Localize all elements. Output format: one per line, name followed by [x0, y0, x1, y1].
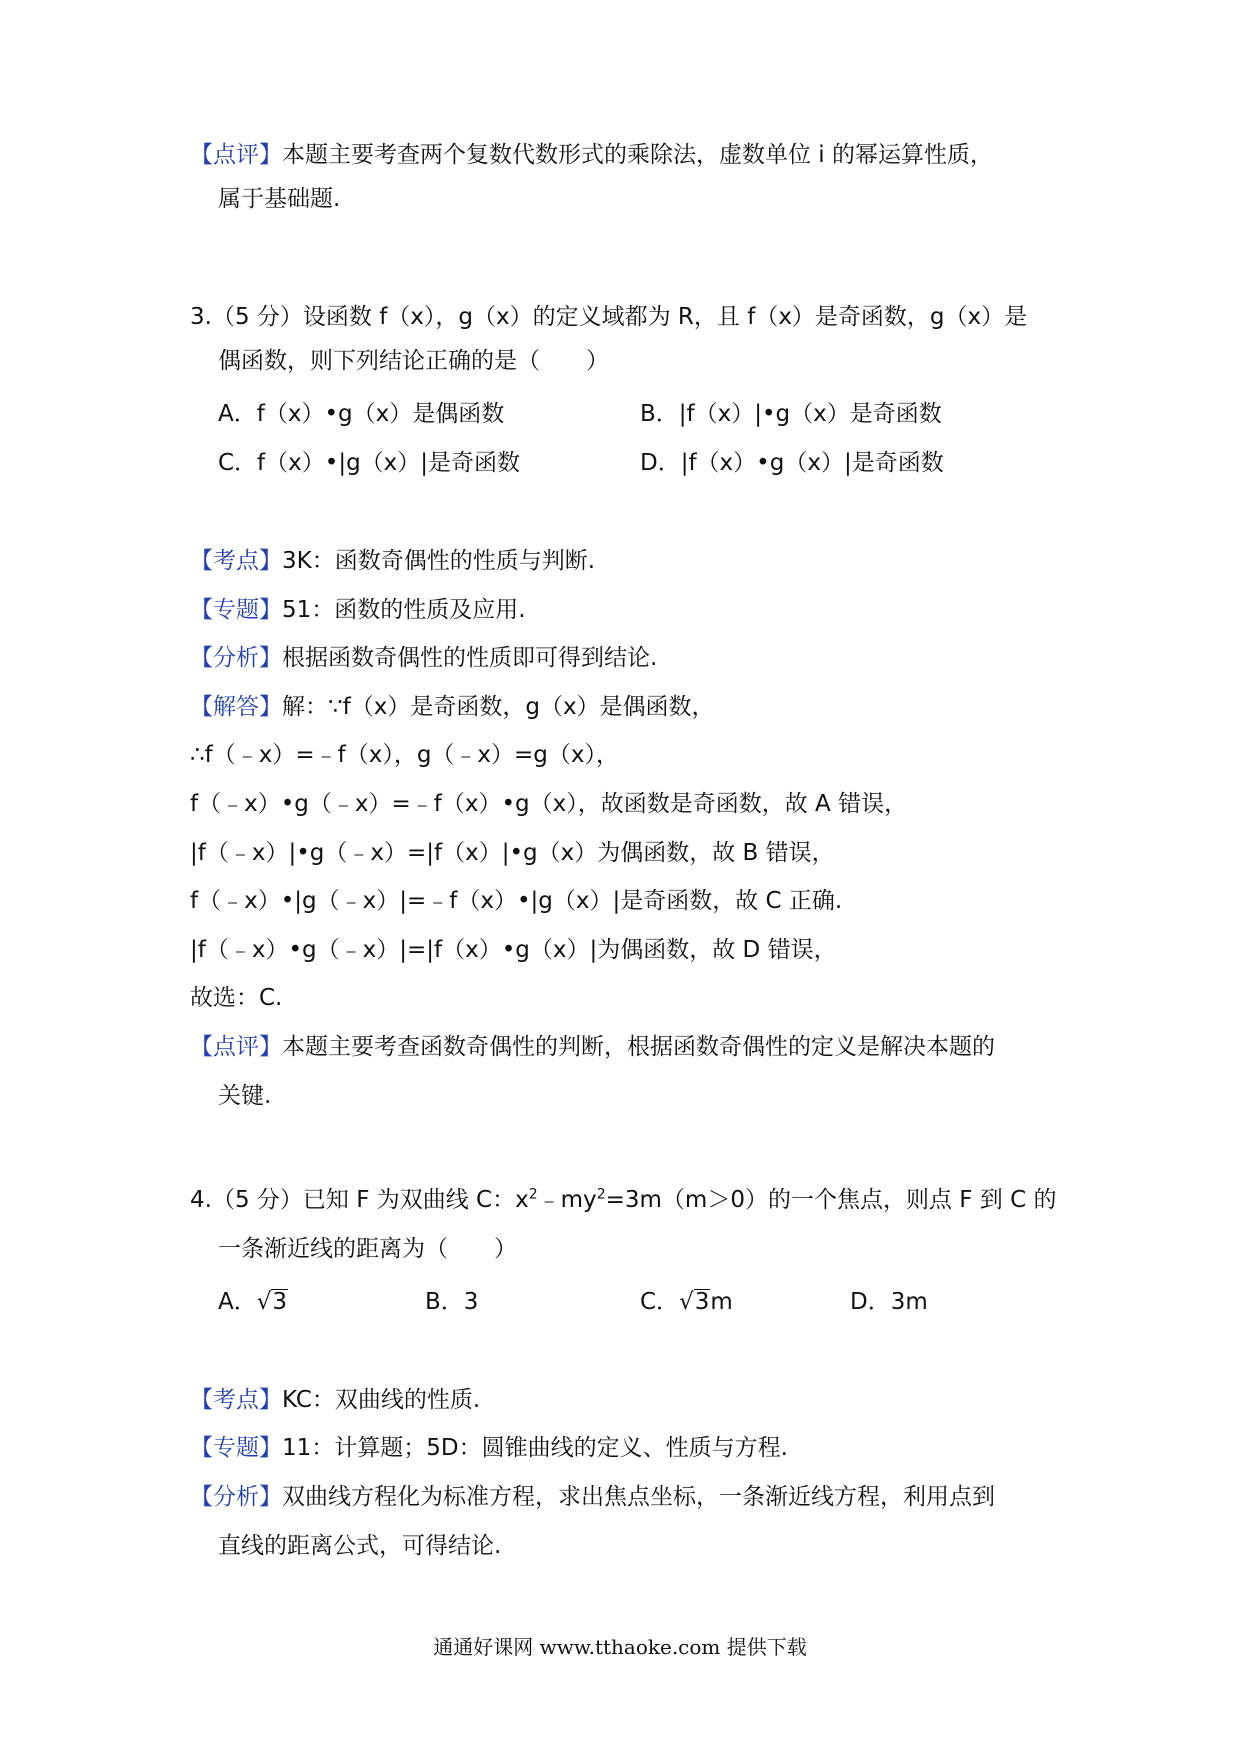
kaodian-tag: 【考点】: [190, 1387, 282, 1413]
q3-step-2: f（﹣x）•g（﹣x）=﹣f（x）•g（x），故函数是奇函数，故 A 错误，: [190, 791, 908, 817]
sqrt-icon: √: [679, 1289, 694, 1315]
q4-exponent-1: 2: [528, 1186, 538, 1203]
q3-step-4: f（﹣x）•|g（﹣x）|=﹣f（x）•|g（x）|是奇函数，故 C 正确.: [190, 888, 843, 914]
q4-option-c-radicand: 3: [694, 1289, 710, 1315]
q3-dianping: [190, 1032, 995, 1062]
kaodian-text: KC：双曲线的性质.: [282, 1387, 481, 1413]
q4-stem-line-2: 一条渐近线的距离为（ ）: [218, 1236, 517, 1262]
q4-kaodian: [190, 1385, 480, 1415]
q4-option-c-suffix: m: [710, 1289, 733, 1315]
dianping-tag: 【点评】: [190, 1034, 282, 1060]
dianping-text-1: 本题主要考查函数奇偶性的判断，根据函数奇偶性的定义是解决本题的: [282, 1034, 995, 1060]
q3-step-6: 故选：C.: [190, 985, 283, 1011]
q4-stem-part-a: 4.（5 分）已知 F 为双曲线 C：x: [190, 1187, 529, 1213]
jieda-text: 解：∵f（x）是奇函数，g（x）是偶函数，: [282, 694, 715, 720]
q3-step-5: |f（﹣x）•g（﹣x）|=|f（x）•g（x）|为偶函数，故 D 错误，: [190, 937, 837, 963]
q4-fenxi: [190, 1482, 995, 1512]
zhuanti-text: 51：函数的性质及应用.: [282, 597, 526, 623]
q4-stem-part-b: ﹣my: [537, 1187, 597, 1213]
q3-step-1: ∴f（﹣x）=﹣f（x），g（﹣x）=g（x），: [190, 742, 620, 768]
q3-step-3: |f（﹣x）|•g（﹣x）=|f（x）|•g（x）为偶函数，故 B 错误，: [190, 840, 835, 866]
q4-stem-line-1: [190, 1185, 1057, 1215]
comment-line-2: 属于基础题.: [218, 186, 341, 212]
q3-kaodian: [190, 546, 595, 576]
q3-option-b: B．|f（x）|•g（x）是奇函数: [640, 401, 942, 427]
q3-option-c: C．f（x）•|g（x）|是奇函数: [218, 450, 521, 476]
fenxi-text-1: 双曲线方程化为标准方程，求出焦点坐标，一条渐近线方程，利用点到: [282, 1484, 995, 1510]
comment-tag: 【点评】: [190, 142, 282, 168]
q3-stem-line-2: 偶函数，则下列结论正确的是（ ）: [218, 348, 609, 374]
fenxi-tag: 【分析】: [190, 1484, 282, 1510]
zhuanti-tag: 【专题】: [190, 1435, 282, 1461]
q4-option-c: [640, 1287, 733, 1317]
q4-option-d: D．3m: [850, 1289, 928, 1315]
q4-option-c-label: C．: [640, 1289, 680, 1315]
q4-option-b: B．3: [425, 1289, 479, 1315]
q3-stem-line-1: 3.（5 分）设函数 f（x），g（x）的定义域都为 R，且 f（x）是奇函数，g（x）是: [190, 304, 1028, 330]
q3-zhuanti: [190, 595, 526, 625]
q3-fenxi: [190, 643, 657, 673]
zhuanti-tag: 【专题】: [190, 597, 282, 623]
q4-option-a: [218, 1287, 288, 1317]
q4-stem-part-c: =3m（m＞0）的一个焦点，则点 F 到 C 的: [605, 1187, 1057, 1213]
fenxi-text: 根据函数奇偶性的性质即可得到结论.: [282, 645, 658, 671]
comment-line-1: [190, 140, 993, 170]
q3-option-d: D．|f（x）•g（x）|是奇函数: [640, 450, 944, 476]
q4-fenxi-line-2: 直线的距离公式，可得结论.: [218, 1533, 502, 1559]
q4-exponent-2: 2: [596, 1186, 606, 1203]
kaodian-text: 3K：函数奇偶性的性质与判断.: [282, 548, 596, 574]
jieda-tag: 【解答】: [190, 694, 282, 720]
kaodian-tag: 【考点】: [190, 548, 282, 574]
page-footer: 通通好课网 www.tthaoke.com 提供下载: [433, 1635, 807, 1659]
q3-option-a: A．f（x）•g（x）是偶函数: [218, 401, 505, 427]
zhuanti-text: 11：计算题；5D：圆锥曲线的定义、性质与方程.: [282, 1435, 788, 1461]
q3-jieda: [190, 692, 715, 722]
comment-text-1: 本题主要考查两个复数代数形式的乘除法，虚数单位 i 的幂运算性质，: [282, 142, 994, 168]
q3-dianping-line-2: 关键.: [218, 1083, 272, 1109]
q4-option-a-label: A．: [218, 1289, 257, 1315]
fenxi-tag: 【分析】: [190, 645, 282, 671]
q4-zhuanti: [190, 1433, 788, 1463]
q4-option-a-radicand: 3: [272, 1289, 288, 1315]
sqrt-icon: √: [256, 1289, 272, 1315]
